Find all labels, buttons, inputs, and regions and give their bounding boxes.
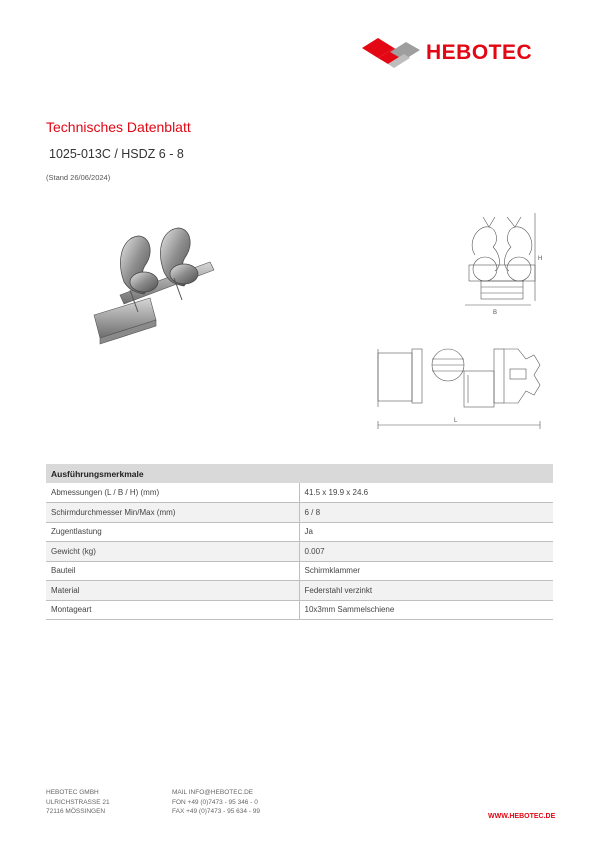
footer-company: HEBOTEC GMBH <box>46 789 99 796</box>
spec-value: 41.5 x 19.9 x 24.6 <box>299 483 553 503</box>
spec-key: Montageart <box>46 600 299 620</box>
product-photo <box>80 220 230 350</box>
spec-key: Material <box>46 581 299 601</box>
spec-key: Gewicht (kg) <box>46 542 299 562</box>
footer-fax: FAX +49 (0)7473 - 95 634 - 99 <box>172 808 260 815</box>
footer-phone: FON +49 (0)7473 - 95 346 - 0 <box>172 798 258 806</box>
table-row <box>46 483 553 503</box>
document-date: (Stand 26/06/2024) <box>46 173 111 182</box>
company-logo <box>360 36 560 70</box>
spec-value: 6 / 8 <box>299 503 553 523</box>
technical-drawing-side <box>368 335 550 435</box>
spec-value: 0.007 <box>299 542 553 562</box>
footer-contact <box>172 788 260 817</box>
technical-drawing-front <box>455 205 555 315</box>
product-number: 1025-013C / HSDZ 6 - 8 <box>49 147 184 161</box>
logo-mark-icon <box>360 36 422 70</box>
table-row <box>46 503 553 523</box>
dimension-b-label: B <box>493 310 498 315</box>
document-title: Technisches Datenblatt <box>46 119 191 135</box>
spec-table <box>46 464 553 620</box>
footer-street: ULRICHSTRASSE 21 <box>46 798 110 806</box>
footer-city: 72116 MÖSSINGEN <box>46 808 106 815</box>
spec-table-heading: Ausführungsmerkmale <box>46 464 553 483</box>
table-row <box>46 581 553 601</box>
table-row <box>46 542 553 562</box>
spec-key: Schirmdurchmesser Min/Max (mm) <box>46 503 299 523</box>
spec-key: Abmessungen (L / B / H) (mm) <box>46 483 299 503</box>
spec-value: Ja <box>299 522 553 542</box>
spec-key: Bauteil <box>46 561 299 581</box>
table-row <box>46 561 553 581</box>
dimension-h-label: H <box>538 256 543 262</box>
footer-mail[interactable]: MAIL INFO@HEBOTEC.DE <box>172 789 254 796</box>
spec-key: Zugentlastung <box>46 522 299 542</box>
spec-value: Schirmklammer <box>299 561 553 581</box>
spec-value: Federstahl verzinkt <box>299 581 553 601</box>
footer-address <box>46 788 110 817</box>
brand-name: HEBOTEC <box>426 41 533 64</box>
footer-website-link[interactable]: WWW.HEBOTEC.DE <box>488 813 556 820</box>
dimension-l-label: L <box>454 418 458 424</box>
table-row <box>46 600 553 620</box>
spec-value: 10x3mm Sammelschiene <box>299 600 553 620</box>
table-row <box>46 522 553 542</box>
